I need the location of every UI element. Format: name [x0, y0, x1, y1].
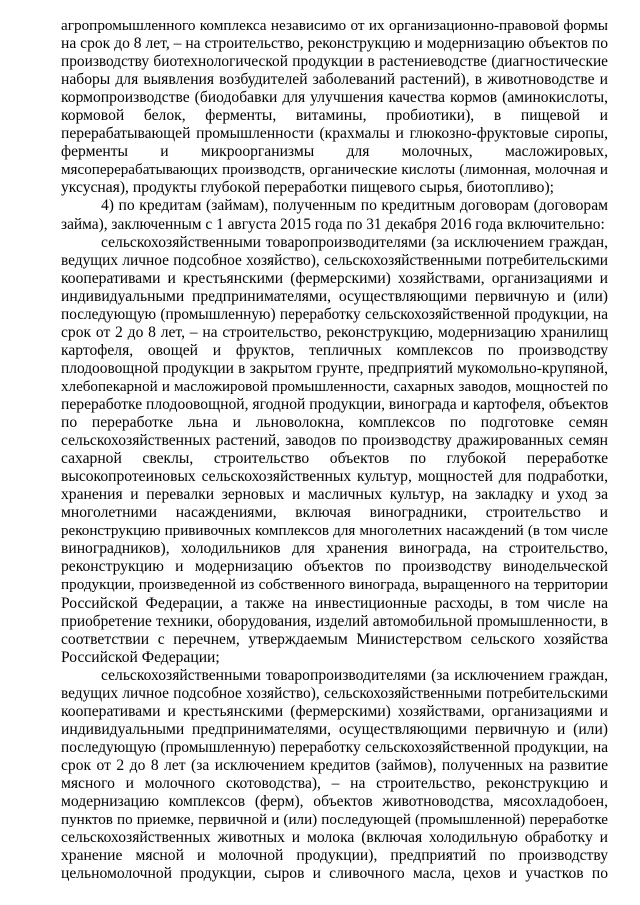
text-line: сельскохозяйственными товаропроизводителями (за исключением граждан, [101, 233, 608, 251]
text-line: цельномолочной продукции, сыров и сливочного масла, цехов и участков по [61, 865, 608, 883]
text-line: мясного и молочного скотоводства), – на строительство, реконструкцию и [61, 774, 608, 792]
text-line: мясоперерабатывающих производств, органические кислоты (лимонная, молочная и [61, 162, 608, 179]
text-line: кооперативами и крестьянскими (фермерскими) хозяйствами, организациями и [61, 702, 608, 720]
text-line: ферменты и микроорганизмы для молочных, масложировых, [61, 143, 608, 161]
text-line: наборы для выявления возбудителей заболеваний растений), в животноводстве и [61, 71, 608, 89]
text-line: реконструкцию и модернизацию объектов по производству винодельческой [61, 558, 608, 576]
text-line: последующую (промышленную) переработку сельскохозяйственной продукции, на [61, 738, 608, 756]
text-line: кооперативами и крестьянскими (фермерскими) хозяйствами, организациями и [61, 269, 608, 287]
text-line: модернизацию комплексов (ферм), объектов животноводства, мясохладобоен, [61, 793, 608, 811]
text-line: реконструкцию прививочных комплексов для многолетних насаждений (в том числе [61, 523, 608, 540]
text-line: переработке плодоовощной, ягодной продукции, винограда и картофеля, объектов [61, 395, 608, 413]
text-line: уксусная), продукты глубокой переработки пищевого сырья, биотопливо); [61, 179, 554, 197]
text-line: агропромышленного комплекса независимо от их организационно-правовой формы [61, 17, 608, 34]
text-line: кормовой белок, ферменты, витамины, пробиотики), в пищевой и [61, 107, 608, 125]
text-line: последующую (промышленную) переработку сельскохозяйственной продукции, на [61, 305, 608, 323]
text-line: многолетними насаждениями, включая виноградники, строительство и [61, 504, 608, 522]
text-line: по переработке льна и льноволокна, комплексов по подготовке семян [61, 414, 608, 432]
text-line: сельскохозяйственных растений, заводов по производству дражированных семян [61, 432, 608, 450]
text-line: приобретение техники, оборудования, изделий автомобильной промышленности, в [61, 612, 608, 630]
text-line: ведущих личное подсобное хозяйство), сельскохозяйственными потребительскими [61, 684, 608, 702]
text-line: кормопроизводстве (биодобавки для улучшения качества кормов (аминокислоты, [61, 89, 608, 107]
text-line: высокопротеиновых сельскохозяйственных культур, мощностей для подработки, [61, 468, 608, 486]
text-line: плодоовощной продукции в закрытом грунте, предприятий мукомольно-крупяной, [61, 359, 608, 377]
text-line: перерабатывающей промышленности (крахмалы и глюкозно-фруктовые сиропы, [61, 125, 608, 143]
text-line: займа), заключенным с 1 августа 2015 года по 31 декабря 2016 года включительно: [61, 215, 605, 233]
text-line: сельскохозяйственных животных и молока (включая холодильную обработку и [61, 829, 608, 847]
text-line: сахарной свеклы, строительство объектов по глубокой переработке [61, 450, 608, 468]
text-line: сельскохозяйственными товаропроизводителями (за исключением граждан, [101, 666, 608, 684]
text-line: срок от 2 до 8 лет, – на строительство, реконструкцию, модернизацию хранилищ [61, 323, 608, 341]
text-line: индивидуальными предпринимателями, осуществляющими первичную и (или) [61, 720, 608, 738]
text-line: хранение мясной и молочной продукции), предприятий по производству [61, 847, 608, 865]
text-line: на срок до 8 лет, – на строительство, реконструкцию и модернизацию объектов по [61, 35, 608, 53]
text-line: индивидуальными предпринимателями, осуществляющими первичную и (или) [61, 287, 608, 305]
text-line: Российской Федерации; [61, 648, 220, 666]
text-line: Российской Федерации, а также на инвестиционные расходы, в том числе на [61, 594, 608, 612]
text-line: производству биотехнологической продукции в растениеводстве (диагностические [61, 53, 608, 71]
text-line: ведущих личное подсобное хозяйство), сельскохозяйственными потребительскими [61, 251, 608, 269]
text-line: картофеля, овощей и фруктов, тепличных комплексов по производству [61, 341, 608, 359]
document-page [61, 17, 608, 883]
text-line: виноградников), холодильников для хранения винограда, на строительство, [61, 540, 608, 558]
text-line: хлебопекарной и масложировой промышленности, сахарных заводов, мощностей по [61, 378, 608, 395]
text-line: хранения и перевалки зерновых и масличных культур, на закладку и уход за [61, 486, 608, 504]
text-line: пунктов по приемке, первичной и (или) последующей (промышленной) переработке [61, 812, 608, 829]
text-line: срок от 2 до 8 лет (за исключением кредитов (займов), полученных на развитие [61, 756, 608, 774]
text-line: соответствии с перечнем, утверждаемым Министерством сельского хозяйства [61, 630, 608, 648]
text-line: продукции, произведенной из собственного винограда, выращенного на территории [61, 576, 608, 594]
text-line: 4) по кредитам (займам), полученным по кредитным договорам (договорам [101, 197, 608, 215]
